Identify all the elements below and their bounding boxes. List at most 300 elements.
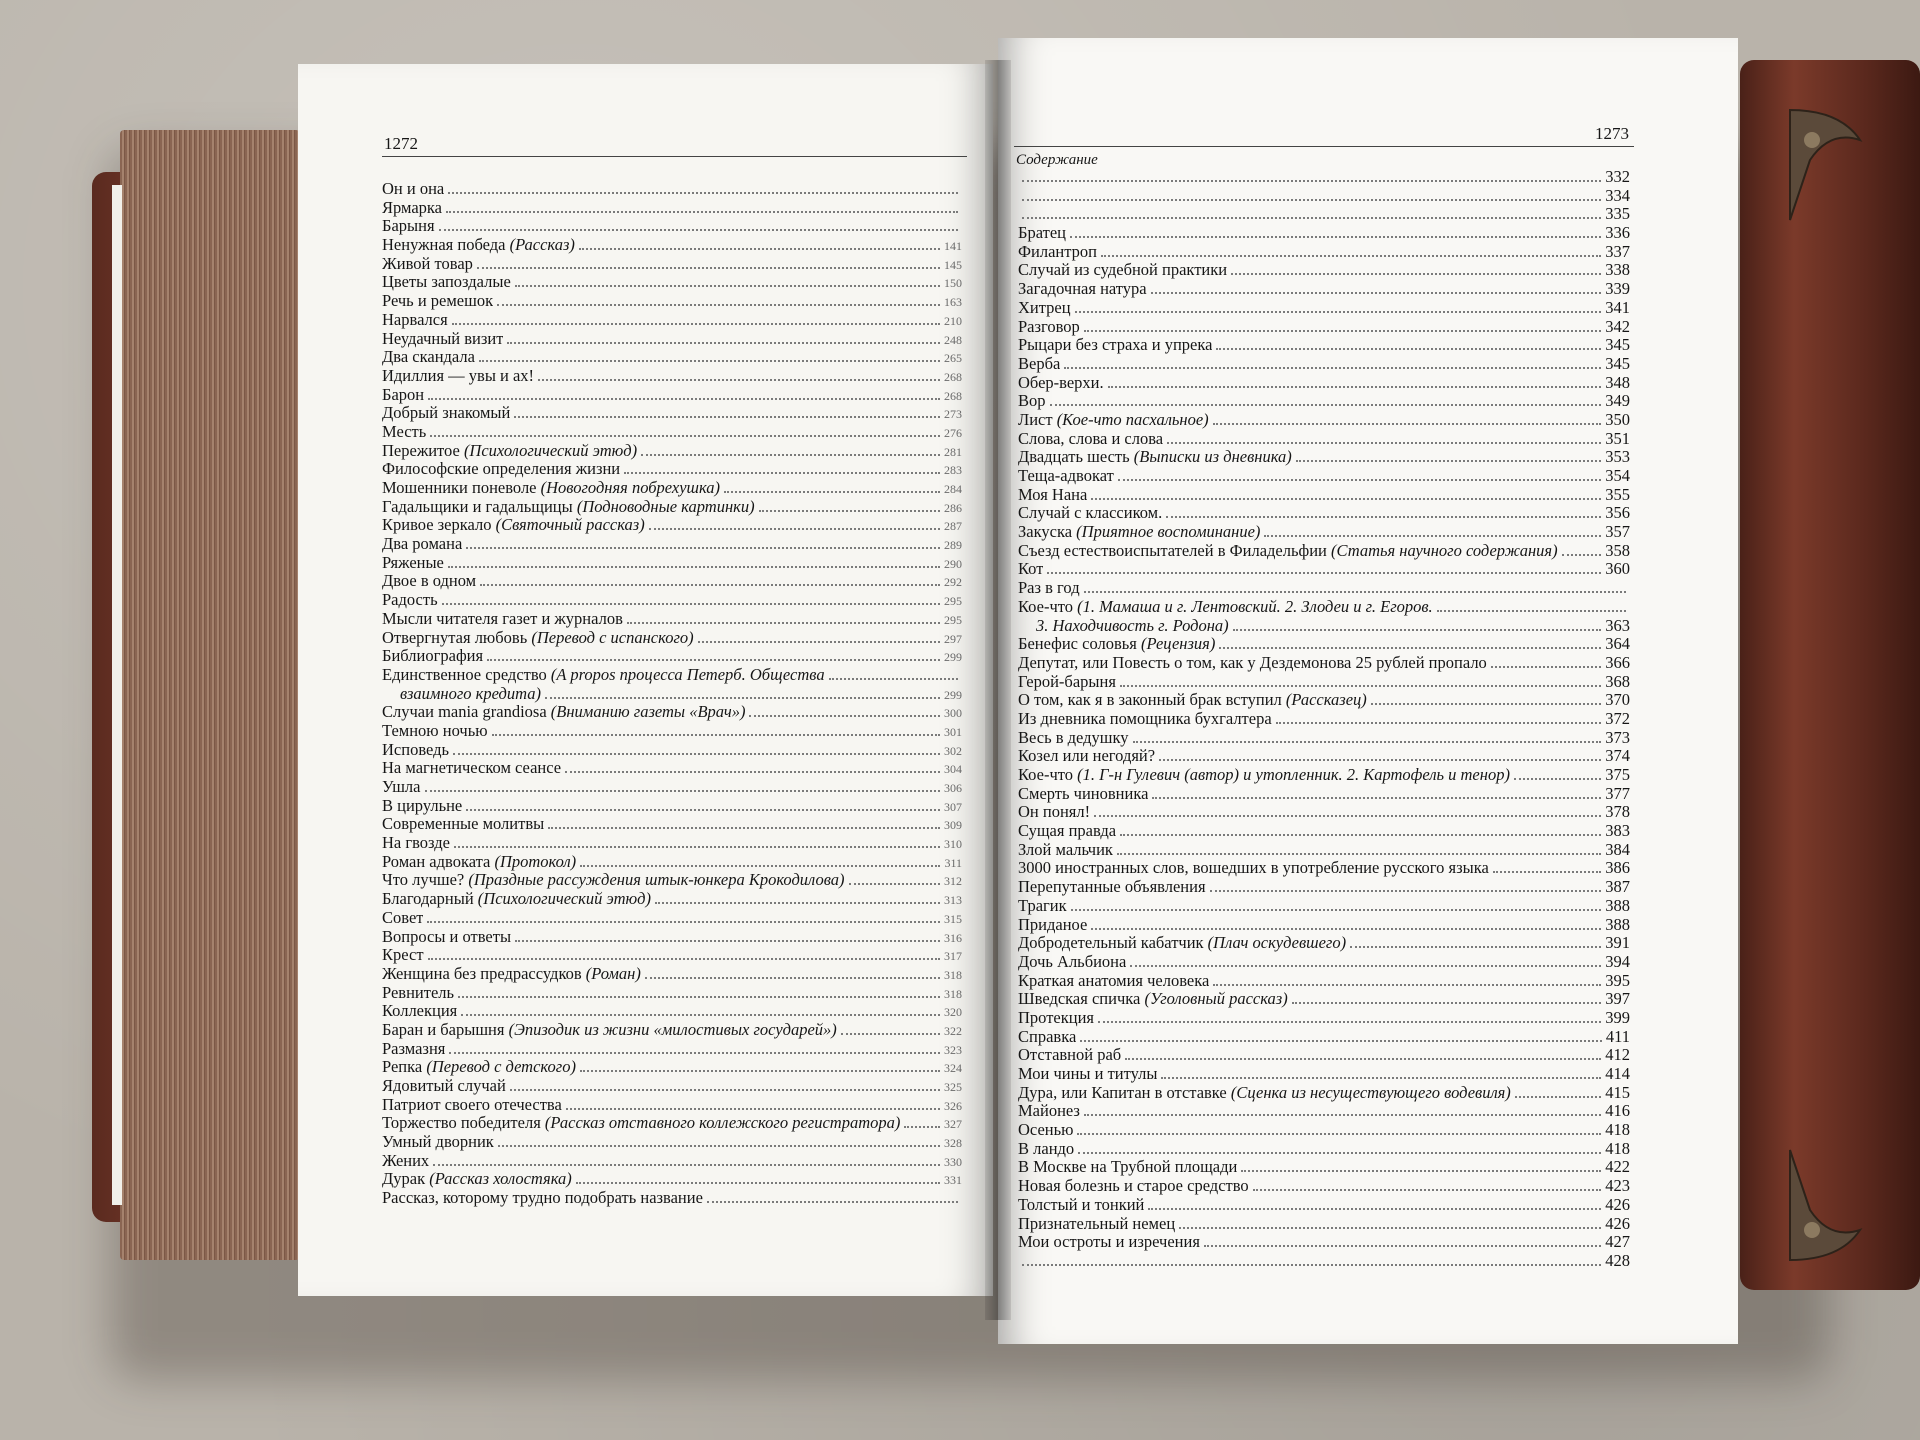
toc-entry xyxy=(382,984,962,1003)
leader-dots xyxy=(430,435,940,437)
toc-entry-title xyxy=(1018,1177,1249,1196)
toc-entry xyxy=(382,217,962,236)
leader-dots xyxy=(1241,1170,1601,1172)
entry-title: Шведская спичка xyxy=(1018,990,1141,1009)
entry-title: Крест xyxy=(382,946,424,965)
table-of-contents xyxy=(1018,168,1630,1271)
toc-entry-title xyxy=(382,965,641,984)
toc-entry xyxy=(382,180,962,199)
toc-entry-title xyxy=(382,909,423,928)
entry-page-number: 311 xyxy=(944,855,962,870)
leader-dots xyxy=(1064,367,1601,369)
header-rule xyxy=(1014,146,1634,147)
leader-dots xyxy=(507,342,940,344)
entry-subtitle: (Психологический этюд) xyxy=(463,441,638,460)
toc-entry xyxy=(382,890,962,909)
toc-entry xyxy=(382,1133,962,1152)
leader-dots xyxy=(458,996,940,998)
leader-dots xyxy=(1022,217,1601,219)
entry-title: Единственное средство xyxy=(382,665,547,684)
toc-entry-title xyxy=(1018,617,1229,636)
toc-entry xyxy=(1018,224,1630,243)
leader-dots xyxy=(466,547,940,549)
entry-subtitle: (Психологический этюд) xyxy=(477,890,651,909)
leader-dots xyxy=(641,454,940,456)
toc-entry-title xyxy=(1018,897,1067,916)
entry-title: Мысли читателя газет и журналов xyxy=(382,609,623,628)
toc-entry-title xyxy=(1018,1196,1144,1215)
leader-dots xyxy=(1084,330,1601,332)
toc-entry-title xyxy=(1018,1084,1511,1103)
entry-title: Благодарный xyxy=(382,890,474,909)
entry-subtitle: (Приятное воспоминание) xyxy=(1076,523,1261,542)
entry-page-number: 386 xyxy=(1605,859,1630,878)
entry-page-number: 273 xyxy=(944,407,962,422)
entry-page-number: 387 xyxy=(1605,878,1630,897)
toc-entry xyxy=(1018,1084,1630,1103)
toc-entry xyxy=(382,423,962,442)
entry-subtitle: (Новогодняя побрехушка) xyxy=(540,479,721,497)
entry-title: Братец xyxy=(1018,224,1066,243)
entry-page-number: 265 xyxy=(944,351,962,366)
entry-title: Справка xyxy=(1018,1027,1077,1046)
entry-page-number: 292 xyxy=(944,575,962,590)
leader-dots xyxy=(1022,199,1601,201)
toc-entry-title xyxy=(1018,374,1104,393)
leader-dots xyxy=(1148,1208,1601,1210)
corner-ornament-icon xyxy=(1780,100,1870,230)
toc-entry xyxy=(1018,243,1630,262)
entry-subtitle: (Перевод с детского) xyxy=(426,1058,576,1077)
toc-entry-title xyxy=(382,460,620,479)
toc-entry xyxy=(1018,654,1630,673)
entry-page-number: 355 xyxy=(1605,485,1630,504)
entry-title: Коллекция xyxy=(382,1002,458,1021)
entry-page-number: 326 xyxy=(944,1098,962,1113)
toc-entry xyxy=(1018,729,1630,748)
leader-dots xyxy=(1070,236,1601,238)
leader-dots xyxy=(1094,815,1601,817)
entry-subtitle: 3. Находчивость г. Родона) xyxy=(1036,616,1229,635)
entry-page-number: 332 xyxy=(1605,168,1630,186)
page-block-edge xyxy=(120,130,300,1260)
entry-page-number: 342 xyxy=(1605,317,1630,336)
entry-title: Новая болезнь и старое средство xyxy=(1018,1177,1249,1196)
entry-title: Радость xyxy=(382,591,438,610)
leader-dots xyxy=(449,1052,940,1054)
toc-entry-title xyxy=(382,386,424,405)
entry-page-number: 268 xyxy=(944,369,962,384)
entry-page-number: 339 xyxy=(1605,280,1630,299)
entry-subtitle: взаимного кредита) xyxy=(400,684,541,703)
toc-entry xyxy=(382,1170,962,1189)
entry-title: Два скандала xyxy=(382,348,475,367)
entry-subtitle: (Эпизодик из жизни «милостивых государей») xyxy=(508,1020,837,1039)
leader-dots xyxy=(1098,1021,1601,1023)
toc-entry xyxy=(1018,467,1630,486)
leader-dots xyxy=(1117,853,1601,855)
toc-entry xyxy=(382,834,962,853)
entry-title: В цирульне xyxy=(382,796,463,815)
leader-dots xyxy=(427,921,940,923)
toc-entry xyxy=(382,516,962,535)
entry-page-number: 341 xyxy=(1605,298,1630,317)
entry-page-number: 388 xyxy=(1605,915,1630,934)
leader-dots xyxy=(1233,629,1602,631)
entry-title: Два романа xyxy=(382,535,463,554)
toc-entry-title xyxy=(382,871,845,890)
toc-entry-title xyxy=(382,554,444,573)
entry-title: Из дневника помощника бухгалтера xyxy=(1018,709,1272,728)
entry-title: Теща-адвокат xyxy=(1018,467,1114,485)
entry-title: Дура, или Капитан в отставке xyxy=(1018,1083,1227,1102)
entry-title: Идиллия — увы и ах! xyxy=(382,366,535,385)
toc-entry xyxy=(1018,1121,1630,1140)
entry-title: Месть xyxy=(382,422,427,441)
toc-entry xyxy=(1018,1158,1630,1177)
leader-dots xyxy=(498,1145,940,1147)
toc-entry xyxy=(382,815,962,834)
entry-subtitle: (Рассказ отставного коллежского регистратора) xyxy=(544,1114,901,1133)
leader-dots xyxy=(1101,255,1601,257)
entry-title: Дочь Альбиона xyxy=(1018,952,1127,971)
toc-entry xyxy=(1018,261,1630,280)
entry-title: Вопросы и ответы xyxy=(382,927,512,946)
entry-page-number: 307 xyxy=(944,799,962,814)
entry-page-number: 395 xyxy=(1605,971,1630,990)
leader-dots xyxy=(1161,1077,1601,1079)
entry-page-number: 394 xyxy=(1605,952,1630,971)
toc-entry-title xyxy=(382,423,426,442)
leader-dots xyxy=(1219,647,1601,649)
toc-entry-title xyxy=(382,610,623,629)
entry-page-number: 284 xyxy=(944,482,962,496)
toc-entry xyxy=(1018,635,1630,654)
entry-page-number: 318 xyxy=(944,967,962,982)
toc-entry-title xyxy=(382,647,483,666)
entry-title: На магнетическом сеансе xyxy=(382,759,562,778)
entry-page-number: 268 xyxy=(944,388,962,403)
toc-entry xyxy=(382,199,962,218)
leader-dots xyxy=(904,1126,940,1128)
toc-entry-title xyxy=(1018,747,1155,766)
toc-entry-title xyxy=(1018,280,1147,299)
toc-entry-title xyxy=(382,516,645,535)
toc-entry-title xyxy=(1018,729,1129,748)
entry-page-number: 300 xyxy=(944,706,962,721)
entry-page-number: 372 xyxy=(1605,709,1630,728)
toc-entry-title xyxy=(382,404,510,423)
entry-title: Разговор xyxy=(1018,317,1080,336)
entry-title: Майонез xyxy=(1018,1102,1080,1121)
leader-dots xyxy=(1118,479,1601,481)
entry-title: Ряженые xyxy=(382,553,444,572)
leader-dots xyxy=(514,416,940,418)
toc-entry-title xyxy=(1018,859,1489,878)
toc-entry xyxy=(382,535,962,554)
leader-dots xyxy=(580,1070,940,1072)
toc-entry-title xyxy=(1018,392,1046,411)
toc-entry-title xyxy=(382,273,511,292)
toc-entry-title xyxy=(382,572,476,591)
entry-title: Обер-верхи. xyxy=(1018,373,1104,392)
entry-title: Двое в одном xyxy=(382,572,477,591)
toc-entry-title xyxy=(382,1021,837,1040)
entry-subtitle: (1. Г-н Гулевич (автор) и утопленник. 2. Картофель и тенор) xyxy=(1077,766,1510,784)
entry-page-number: 423 xyxy=(1605,1177,1630,1196)
entry-subtitle: (Выписки из дневника) xyxy=(1133,448,1292,467)
toc-entry-title xyxy=(382,1096,562,1115)
section-label: Содержание xyxy=(1016,152,1098,168)
toc-entry-title xyxy=(1018,579,1080,598)
leader-dots xyxy=(1216,348,1601,350)
toc-entry-title xyxy=(1018,1140,1074,1159)
toc-entry xyxy=(382,1040,962,1059)
leader-dots xyxy=(1091,498,1601,500)
toc-entry-title xyxy=(382,1170,572,1189)
toc-entry-title xyxy=(382,1152,429,1171)
leader-dots xyxy=(707,1201,958,1203)
entry-title: Ярмарка xyxy=(382,198,442,217)
leader-dots xyxy=(1050,404,1602,406)
toc-entry xyxy=(1018,187,1630,206)
toc-entry xyxy=(1018,598,1630,617)
leader-dots xyxy=(829,678,958,680)
toc-entry-title xyxy=(382,498,755,517)
toc-entry-title xyxy=(1018,990,1288,1009)
toc-entry xyxy=(382,666,962,685)
toc-entry-title xyxy=(382,984,454,1003)
leader-dots xyxy=(749,715,940,717)
entry-page-number: 348 xyxy=(1605,373,1630,392)
leader-dots xyxy=(1213,423,1602,425)
leader-dots xyxy=(466,809,940,811)
toc-entry xyxy=(382,554,962,573)
leader-dots xyxy=(1210,890,1602,892)
toc-entry-title xyxy=(1018,1028,1076,1047)
entry-page-number: 309 xyxy=(944,818,962,833)
leader-dots xyxy=(453,753,940,755)
entry-title: Философские определения жизни xyxy=(382,460,621,479)
entry-title: Мошенники поневоле xyxy=(382,479,537,497)
entry-title: Добрый знакомый xyxy=(382,404,511,423)
toc-entry xyxy=(1018,579,1630,598)
entry-title: На гвозде xyxy=(382,834,450,853)
entry-page-number: 286 xyxy=(944,500,962,515)
entry-page-number: 335 xyxy=(1605,205,1630,224)
toc-entry-title xyxy=(382,330,503,349)
entry-page-number: 374 xyxy=(1605,747,1630,766)
toc-entry-title xyxy=(1018,1233,1200,1252)
toc-entry-title xyxy=(382,1002,457,1021)
toc-entry xyxy=(1018,560,1630,579)
toc-entry-title xyxy=(1018,542,1558,561)
entry-page-number: 418 xyxy=(1605,1139,1630,1158)
entry-page-number: 317 xyxy=(944,949,962,964)
entry-page-number: 383 xyxy=(1605,822,1630,841)
toc-entry-title xyxy=(1018,1009,1094,1028)
entry-page-number: 163 xyxy=(944,295,962,310)
toc-entry xyxy=(382,928,962,947)
toc-entry-title xyxy=(382,778,421,797)
entry-title: Живой товар xyxy=(382,254,473,273)
toc-entry xyxy=(382,479,962,498)
toc-entry-title xyxy=(382,946,424,965)
entry-title: Барон xyxy=(382,385,425,404)
leader-dots xyxy=(627,622,940,624)
toc-entry xyxy=(1018,710,1630,729)
entry-page-number: 299 xyxy=(944,687,962,702)
toc-entry-title xyxy=(1018,486,1087,505)
toc-entry xyxy=(382,572,962,591)
leader-dots xyxy=(1108,386,1602,388)
book-front-cover xyxy=(1740,60,1920,1290)
leader-dots xyxy=(538,379,940,381)
entry-page-number: 283 xyxy=(944,463,962,478)
entry-title: Мои остроты и изречения xyxy=(1018,1233,1200,1252)
leader-dots xyxy=(624,472,940,474)
entry-page-number: 322 xyxy=(944,1023,962,1038)
entry-page-number: 324 xyxy=(944,1061,962,1076)
toc-entry xyxy=(1018,953,1630,972)
entry-page-number: 301 xyxy=(944,724,962,739)
entry-page-number: 375 xyxy=(1605,766,1630,784)
toc-entry xyxy=(1018,1028,1630,1047)
entry-title: Торжество победителя xyxy=(382,1114,541,1133)
entry-subtitle: (Рассказ) xyxy=(509,236,575,255)
toc-entry xyxy=(1018,859,1630,878)
entry-title: В Москве на Трубной площади xyxy=(1018,1158,1238,1177)
entry-title: Патриот своего отечества xyxy=(382,1095,562,1114)
toc-entry xyxy=(382,404,962,423)
entry-title: Добродетельный кабатчик xyxy=(1018,934,1204,953)
toc-entry xyxy=(1018,374,1630,393)
leader-dots xyxy=(515,940,940,942)
entry-title: Баран и барышня xyxy=(382,1020,505,1039)
leader-dots xyxy=(1120,834,1601,836)
leader-dots xyxy=(480,584,940,586)
leader-dots xyxy=(1091,928,1601,930)
entry-title: Весь в дедушку xyxy=(1018,728,1129,747)
toc-entry-title xyxy=(382,311,448,330)
leader-dots xyxy=(1120,685,1601,687)
header-rule xyxy=(382,156,967,157)
entry-title: Случай из судебной практики xyxy=(1018,261,1228,280)
leader-dots xyxy=(1075,311,1602,313)
toc-entry-title xyxy=(1018,785,1148,804)
toc-entry xyxy=(1018,336,1630,355)
toc-entry-title xyxy=(1018,710,1272,729)
entry-subtitle: (Подноводные картинки) xyxy=(576,497,755,516)
leader-dots xyxy=(442,603,940,605)
toc-entry-title xyxy=(1018,299,1071,318)
toc-entry xyxy=(382,853,962,872)
entry-page-number: 325 xyxy=(944,1080,962,1094)
toc-entry-title xyxy=(382,1133,494,1152)
entry-subtitle: (Кое-что пасхальное) xyxy=(1056,410,1209,429)
entry-title: Библиография xyxy=(382,647,484,666)
toc-entry xyxy=(382,1114,962,1133)
entry-page-number: 334 xyxy=(1605,186,1630,205)
book-gutter xyxy=(985,60,1011,1320)
entry-title: Приданое xyxy=(1018,915,1088,934)
entry-page-number: 373 xyxy=(1605,728,1630,747)
entry-title: Загадочная натура xyxy=(1018,280,1147,299)
toc-entry xyxy=(1018,1065,1630,1084)
entry-title: Рассказ, которому трудно подобрать название xyxy=(382,1189,703,1208)
toc-entry xyxy=(382,647,962,666)
entry-page-number: 412 xyxy=(1605,1046,1630,1065)
entry-page-number: 414 xyxy=(1605,1065,1630,1083)
leader-dots xyxy=(510,1089,940,1091)
leader-dots xyxy=(1562,554,1602,556)
entry-subtitle: (Роман) xyxy=(585,964,641,983)
entry-page-number: 345 xyxy=(1605,336,1630,355)
entry-page-number: 295 xyxy=(944,612,962,627)
entry-page-number: 349 xyxy=(1605,392,1630,411)
toc-entry-title xyxy=(382,367,534,386)
toc-entry-title xyxy=(382,928,511,947)
entry-title: Признательный немец xyxy=(1018,1214,1176,1233)
toc-entry-title xyxy=(1018,261,1227,280)
entry-title: Слова, слова и слова xyxy=(1018,429,1164,448)
entry-title: Моя Нана xyxy=(1018,485,1088,504)
entry-title: Кое-что xyxy=(1018,597,1073,616)
entry-title: Хитрец xyxy=(1018,298,1071,317)
entry-page-number: 357 xyxy=(1605,523,1630,542)
leader-dots xyxy=(428,958,940,960)
toc-entry xyxy=(382,255,962,274)
toc-entry xyxy=(382,1021,962,1040)
left-page xyxy=(298,64,993,1296)
entry-page-number: 415 xyxy=(1605,1083,1630,1102)
toc-entry-title xyxy=(382,741,449,760)
entry-title: Умный дворник xyxy=(382,1133,494,1152)
entry-page-number: 426 xyxy=(1605,1214,1630,1233)
entry-title: Осенью xyxy=(1018,1121,1074,1140)
toc-entry xyxy=(382,442,962,461)
entry-title: Современные молитвы xyxy=(382,815,545,834)
leader-dots xyxy=(1159,759,1601,761)
leader-dots xyxy=(454,846,940,848)
entry-page-number: 428 xyxy=(1605,1251,1630,1270)
entry-subtitle: (Рассказец) xyxy=(1285,691,1367,710)
entry-page-number: 315 xyxy=(944,911,962,926)
leader-dots xyxy=(724,491,940,493)
toc-entry xyxy=(382,703,962,722)
entry-page-number: 290 xyxy=(944,556,962,571)
toc-entry xyxy=(1018,822,1630,841)
toc-entry-title xyxy=(1018,1102,1080,1121)
toc-entry-title xyxy=(1018,1215,1175,1234)
entry-title: Закуска xyxy=(1018,523,1073,542)
entry-page-number: 422 xyxy=(1605,1158,1630,1177)
entry-subtitle: (Статья научного содержания) xyxy=(1330,541,1558,560)
page-number: 1273 xyxy=(1595,124,1629,143)
toc-entry xyxy=(1018,1046,1630,1065)
entry-page-number: 356 xyxy=(1605,504,1630,523)
entry-page-number: 377 xyxy=(1605,784,1630,803)
leader-dots xyxy=(1204,1245,1601,1247)
toc-entry xyxy=(382,330,962,349)
toc-entry xyxy=(1018,841,1630,860)
entry-title: Перепутанные объявления xyxy=(1018,878,1206,897)
entry-page-number: 363 xyxy=(1605,616,1630,635)
entry-page-number: 368 xyxy=(1605,672,1630,691)
toc-entry-title xyxy=(382,292,493,311)
leader-dots xyxy=(1078,1152,1601,1154)
toc-entry-title xyxy=(382,759,561,778)
